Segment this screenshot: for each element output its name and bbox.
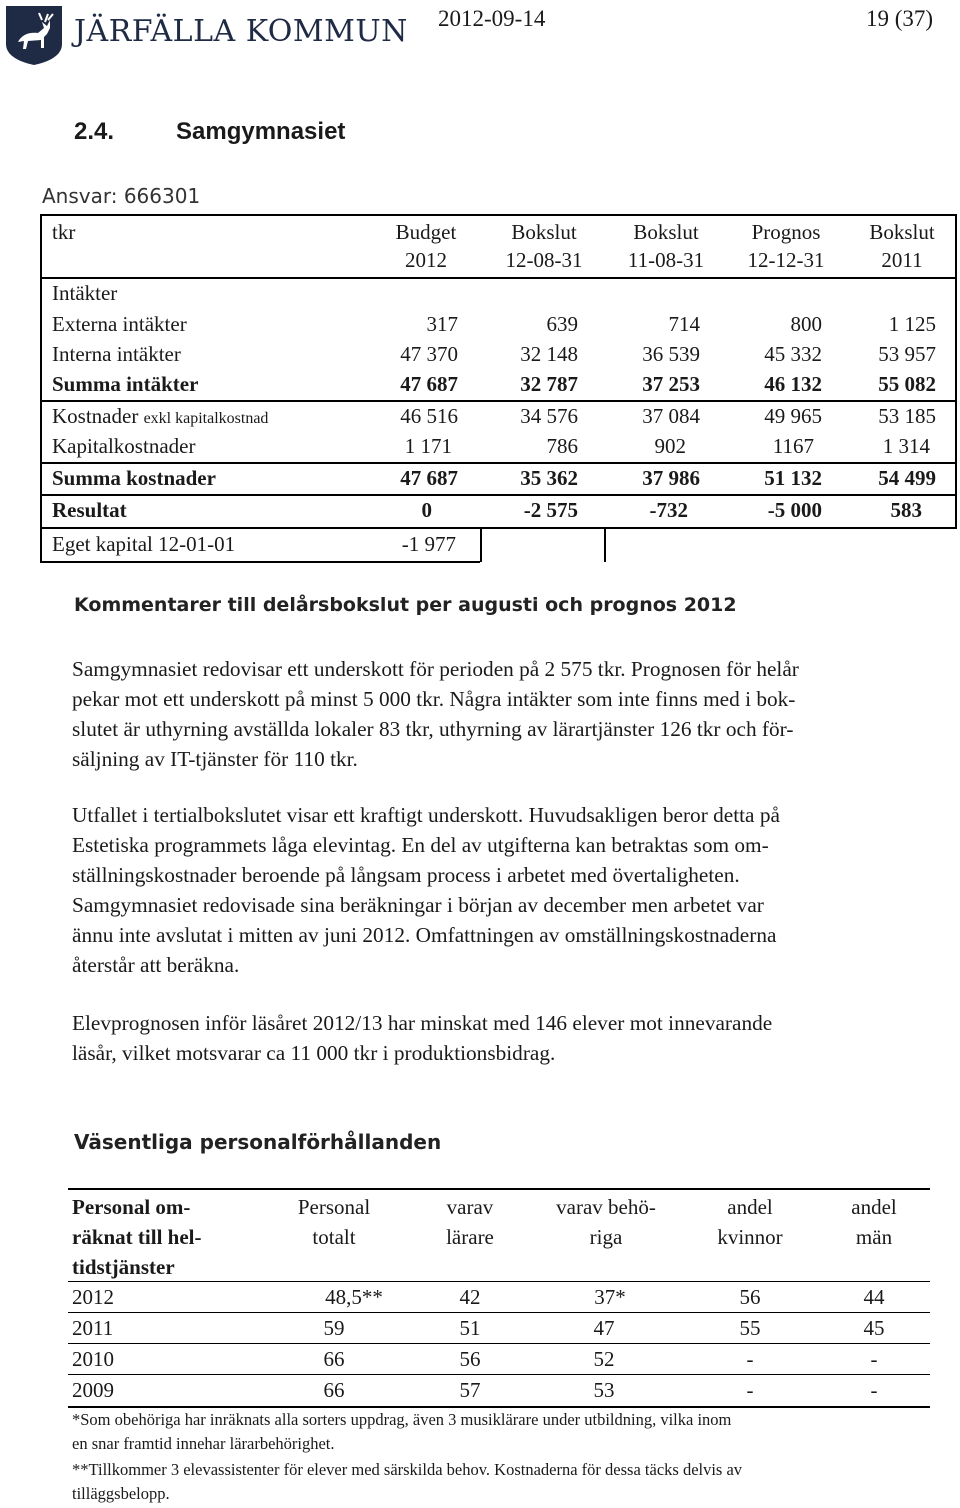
col-header-personal-line1: Personal om-	[72, 1195, 191, 1219]
cell-bokslut-3: 54 499	[878, 466, 936, 490]
cell-year: 2012	[72, 1285, 114, 1309]
cell-bokslut-2: 37 084	[642, 404, 700, 428]
row-label: Eget kapital 12-01-01	[52, 532, 236, 556]
table-row	[0, 431, 960, 461]
brand-name: JÄRFÄLLA KOMMUN	[74, 14, 408, 49]
col-header-bokslut-1-sub: 12-08-31	[505, 248, 583, 272]
ansvar-label: Ansvar: 666301	[42, 184, 201, 208]
col-header-budget-sub: 2012	[405, 248, 447, 272]
cell-kvinnor: 55	[739, 1316, 761, 1340]
row-label: Externa intäkter	[52, 312, 187, 336]
cell-budget: 47 687	[400, 466, 458, 490]
cell-larare: 42	[459, 1285, 481, 1309]
cell-bokslut-1: 639	[546, 312, 578, 336]
table-row	[0, 401, 960, 431]
col-header-prognos: Prognos	[751, 220, 821, 244]
table-row	[0, 1344, 960, 1374]
cell-kvinnor: -	[746, 1347, 754, 1371]
text-line: återstår att beräkna.	[72, 953, 240, 977]
cell-prognos: 1167	[772, 434, 814, 458]
cell-prognos: -5 000	[767, 498, 822, 522]
personnel-heading: Väsentliga personalförhållanden	[74, 1130, 442, 1154]
cell-year: 2010	[72, 1347, 114, 1371]
cell-man: -	[870, 1378, 878, 1402]
footnote: **Tillkommer 3 elevassistenter för elever med särskilda behov. Kostnaderna för dessa täcks delvis av	[72, 1460, 743, 1479]
header-date: 2012-09-14	[438, 6, 546, 31]
personnel-table	[0, 1180, 960, 1410]
row-label: Resultat	[52, 498, 127, 522]
cell-prognos: 800	[790, 312, 822, 336]
cell-prognos: 46 132	[764, 372, 822, 396]
table-border	[40, 561, 480, 563]
table-row	[0, 1282, 960, 1312]
text-line: ännu inte avslutat i mitten av juni 2012. Omfattningen av omställningskostnaderna	[72, 923, 777, 947]
cell-prognos: 51 132	[764, 466, 822, 490]
footnote: tilläggsbelopp.	[72, 1484, 170, 1503]
cell-bokslut-2: 36 539	[642, 342, 700, 366]
cell-bokslut-3: 53 957	[878, 342, 936, 366]
table-row	[0, 529, 960, 559]
cell-budget: 0	[421, 498, 432, 522]
table-row	[0, 1313, 960, 1343]
col-header-kvinnor-sub: kvinnor	[717, 1225, 783, 1249]
row-label-small: exkl kapitalkostnad	[143, 410, 269, 427]
cell-bokslut-3: 583	[890, 498, 922, 522]
col-header-personal-line3: tidstjänster	[72, 1255, 175, 1279]
cell-bokslut-1: 32 787	[520, 372, 578, 396]
col-header-budget: Budget	[395, 220, 457, 244]
cell-budget: 47 370	[400, 342, 458, 366]
cell-behoriga: 37*	[594, 1285, 626, 1309]
table-row	[0, 1375, 960, 1405]
cell-total: 66	[323, 1378, 345, 1402]
col-header-total-sub: totalt	[312, 1225, 356, 1249]
cell-behoriga: 52	[593, 1347, 615, 1371]
cell-year: 2009	[72, 1378, 114, 1402]
cell-larare: 51	[459, 1316, 481, 1340]
cell-behoriga: 47	[593, 1316, 615, 1340]
comment-paragraph-3	[72, 1008, 960, 1068]
table-border	[40, 214, 956, 216]
cell-man: 45	[863, 1316, 885, 1340]
text-line: Samgymnasiet redovisade sina beräkningar i början av december men arbetet var	[72, 893, 764, 917]
budget-table	[0, 0, 960, 570]
col-header-prognos-sub: 12-12-31	[747, 248, 825, 272]
cell-bokslut-3: 1 314	[882, 434, 930, 458]
cell-budget: -1 977	[401, 532, 456, 556]
cell-total: 59	[323, 1316, 345, 1340]
cell-kvinnor: -	[746, 1378, 754, 1402]
col-header-behoriga: varav behö-	[556, 1195, 656, 1219]
row-label	[52, 401, 268, 434]
text-line: Elevprognosen inför läsåret 2012/13 har minskat med 146 elever mot innevarande	[72, 1011, 773, 1035]
col-header-man: andel	[851, 1195, 897, 1219]
group-label-intakter: Intäkter	[52, 281, 118, 305]
cell-bokslut-3: 53 185	[878, 404, 936, 428]
cell-bokslut-1: -2 575	[523, 498, 578, 522]
cell-kvinnor: 56	[739, 1285, 761, 1309]
footnote: *Som obehöriga har inräknats alla sorters uppdrag, även 3 musiklärare under utbildning, vilka inom	[72, 1410, 732, 1429]
text-line: Utfallet i tertialbokslutet visar ett kraftigt underskott. Huvudsakligen beror detta på	[72, 803, 780, 827]
section-number: 2.4.	[74, 118, 115, 145]
col-header-personal-line2: räknat till hel-	[72, 1225, 202, 1249]
cell-bokslut-2: 902	[654, 434, 686, 458]
text-line: slutet är uthyrning avställda lokaler 83 tkr, uthyrning av lärartjänster 126 tkr och för-	[72, 717, 794, 741]
col-header-total: Personal	[297, 1195, 371, 1219]
table-row	[0, 339, 960, 369]
comments-heading: Kommentarer till delårsbokslut per augusti och prognos 2012	[74, 594, 737, 616]
cell-budget: 317	[426, 312, 458, 336]
col-header-bokslut-1: Bokslut	[511, 220, 577, 244]
cell-budget: 47 687	[400, 372, 458, 396]
cell-total: 48,5**	[325, 1285, 383, 1309]
row-label-main: Kostnader	[52, 404, 139, 428]
text-line: pekar mot ett underskott på minst 5 000 tkr. Några intäkter som inte finns med i bok-	[72, 687, 796, 711]
col-header-bokslut-3-sub: 2011	[881, 248, 923, 272]
cell-prognos: 45 332	[764, 342, 822, 366]
table-row	[0, 463, 960, 493]
cell-behoriga: 53	[593, 1378, 615, 1402]
table-border	[40, 277, 956, 279]
comment-paragraph-1	[72, 654, 960, 774]
cell-bokslut-1: 34 576	[520, 404, 578, 428]
cell-year: 2011	[72, 1316, 114, 1340]
section-name: Samgymnasiet	[176, 118, 346, 145]
footnote: en snar framtid innehar lärarbehörighet.	[72, 1434, 335, 1453]
cell-bokslut-2: 37 253	[642, 372, 700, 396]
cell-bokslut-1: 32 148	[520, 342, 578, 366]
text-line: ställningskostnader beroende på långsam process i arbetet med övertaligheten.	[72, 863, 740, 887]
cell-larare: 57	[459, 1378, 481, 1402]
row-label: Interna intäkter	[52, 342, 181, 366]
cell-man: 44	[863, 1285, 885, 1309]
table-border	[68, 1188, 930, 1190]
cell-budget: 1 171	[404, 434, 452, 458]
cell-bokslut-1: 786	[546, 434, 578, 458]
cell-bokslut-1: 35 362	[520, 466, 578, 490]
cell-man: -	[870, 1347, 878, 1371]
col-header-bokslut-2: Bokslut	[633, 220, 699, 244]
col-header-man-sub: män	[855, 1225, 893, 1249]
table-row	[0, 495, 960, 525]
col-header-larare-sub: lärare	[446, 1225, 494, 1249]
col-header-bokslut-2-sub: 11-08-31	[627, 248, 705, 272]
col-header-larare: varav	[446, 1195, 494, 1219]
cell-prognos: 49 965	[764, 404, 822, 428]
row-label: Summa kostnader	[52, 466, 216, 490]
col-header-bokslut-3: Bokslut	[869, 220, 935, 244]
col-header-kvinnor: andel	[727, 1195, 773, 1219]
cell-bokslut-3: 1 125	[888, 312, 936, 336]
text-line: Estetiska programmets låga elevintag. En del av utgifterna kan betraktas som om-	[72, 833, 769, 857]
text-line: läsår, vilket motsvarar ca 11 000 tkr i produktionsbidrag.	[72, 1041, 556, 1065]
cell-budget: 46 516	[400, 404, 458, 428]
page-number: 19 (37)	[866, 6, 934, 31]
cell-bokslut-2: 37 986	[642, 466, 700, 490]
table-row	[0, 309, 960, 339]
cell-bokslut-2: -732	[649, 498, 688, 522]
row-label: Kapitalkostnader	[52, 434, 196, 458]
row-label: Summa intäkter	[52, 372, 199, 396]
table-row	[0, 369, 960, 399]
cell-larare: 56	[459, 1347, 481, 1371]
cell-bokslut-3: 55 082	[878, 372, 936, 396]
cell-total: 66	[323, 1347, 345, 1371]
comment-paragraph-2	[72, 800, 960, 980]
cell-bokslut-2: 714	[668, 312, 700, 336]
col-header-behoriga-sub: riga	[589, 1225, 623, 1249]
text-line: Samgymnasiet redovisar ett underskott för perioden på 2 575 tkr. Prognosen för helår	[72, 657, 799, 681]
col-header-label: tkr	[52, 220, 76, 244]
text-line: säljning av IT-tjänster för 110 tkr.	[72, 747, 358, 771]
